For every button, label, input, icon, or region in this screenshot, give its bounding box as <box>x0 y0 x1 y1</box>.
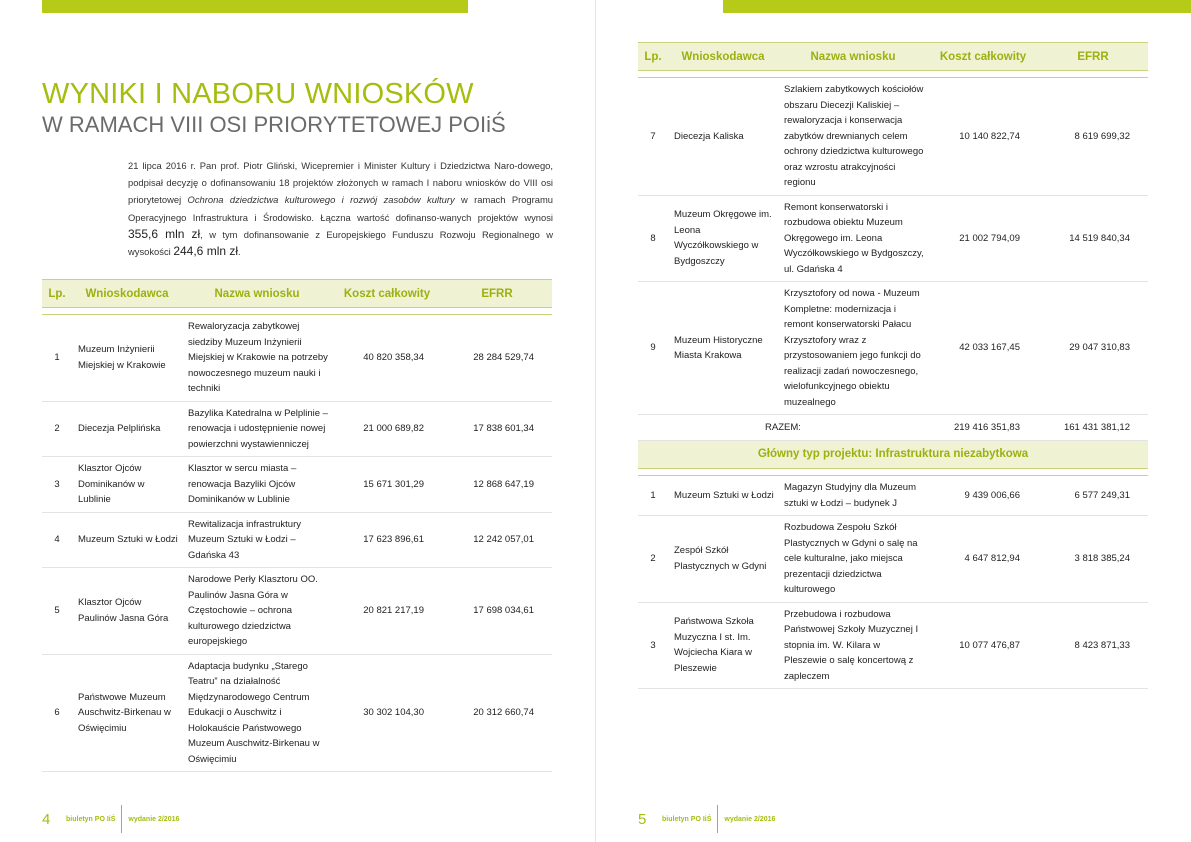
row-efrr: 28 284 529,74 <box>442 315 552 402</box>
row-applicant: Państwowe Muzeum Auschwitz-Birkenau w Oświęcimiu <box>72 654 182 772</box>
total-amount: 355,6 mln zł <box>128 226 201 241</box>
row-applicant: Państwowa Szkoła Muzyczna I st. Im. Wojciecha Kiara w Pleszewie <box>668 602 778 689</box>
footer-divider <box>121 805 122 833</box>
table-row <box>42 315 552 402</box>
sum-cost: 219 416 351,83 <box>928 415 1038 441</box>
top-accent-bar <box>723 0 1191 13</box>
header-efrr: EFRR <box>1038 43 1148 71</box>
row-number: 2 <box>42 401 72 457</box>
row-applicant: Diecezja Pelplińska <box>72 401 182 457</box>
intro-text-3: , w tym dofinansowanie z Europejskiego Funduszu Rozwoju Regionalnego w wysokości <box>128 228 554 258</box>
page-footer <box>42 808 179 830</box>
row-applicant: Klasztor Ojców Dominikanów w Lublinie <box>72 457 182 513</box>
row-number: 6 <box>42 654 72 772</box>
row-applicant: Zespół Szkół Plastycznych w Gdyni <box>668 516 778 603</box>
row-efrr: 12 242 057,01 <box>442 512 552 568</box>
intro-text-4: . <box>238 246 241 258</box>
row-applicant: Klasztor Ojców Paulinów Jasna Góra <box>72 568 182 655</box>
row-total-cost: 30 302 104,30 <box>332 654 442 772</box>
row-efrr: 29 047 310,83 <box>1038 282 1148 415</box>
row-number: 5 <box>42 568 72 655</box>
right-page <box>596 0 1191 842</box>
row-project-name: Adaptacja budynku „Starego Teatru” na działalność Międzynarodowego Centrum Edukacji o Auschwitz i Holokauście Państwowego Muzeum Auschwitz-Birkenau w Oświęcimiu <box>182 654 332 772</box>
row-total-cost: 20 821 217,19 <box>332 568 442 655</box>
edition-label: wydanie 2/2016 <box>724 815 776 823</box>
page-title: WYNIKI I NABORU WNIOSKÓW <box>42 78 474 110</box>
row-efrr: 14 519 840,34 <box>1038 195 1148 282</box>
sum-efrr: 161 431 381,12 <box>1038 415 1148 441</box>
row-number: 3 <box>638 602 668 689</box>
table-row <box>42 512 552 568</box>
table-row <box>638 476 1148 516</box>
results-table-right <box>638 42 1148 689</box>
left-page <box>0 0 595 842</box>
table-row <box>638 602 1148 689</box>
row-total-cost: 40 820 358,34 <box>332 315 442 402</box>
row-project-name: Remont konserwatorski i rozbudowa obiektu Muzeum Okręgowego im. Leona Wyczółkowskiego w Bydgoszczy, ul. Gdańska 4 <box>778 195 928 282</box>
page-number: 4 <box>42 810 51 828</box>
row-project-name: Klasztor w sercu miasta – renowacja Bazyliki Ojców Dominikanów w Lublinie <box>182 457 332 513</box>
row-number: 3 <box>42 457 72 513</box>
row-efrr: 8 423 871,33 <box>1038 602 1148 689</box>
intro-text-2: w ramach Programu Operacyjnego Infrastruktura i Środowisko. Łączna wartość dofinanso-wanych projektów wynosi <box>128 194 553 223</box>
row-efrr: 12 868 647,19 <box>442 457 552 513</box>
table-row <box>638 78 1148 196</box>
row-efrr: 17 698 034,61 <box>442 568 552 655</box>
header-efrr: EFRR <box>442 280 552 308</box>
header-project: Nazwa wniosku <box>182 280 332 308</box>
header-project: Nazwa wniosku <box>778 43 928 71</box>
row-applicant: Muzeum Historyczne Miasta Krakowa <box>668 282 778 415</box>
row-efrr: 20 312 660,74 <box>442 654 552 772</box>
header-lp: Lp. <box>42 280 72 308</box>
table-row <box>42 568 552 655</box>
row-total-cost: 9 439 006,66 <box>928 476 1038 516</box>
section-title: Główny typ projektu: Infrastruktura niezabytkowa <box>638 441 1148 469</box>
row-project-name: Magazyn Studyjny dla Muzeum sztuki w Łodzi – budynek J <box>778 476 928 516</box>
row-efrr: 8 619 699,32 <box>1038 78 1148 196</box>
row-number: 1 <box>638 476 668 516</box>
page-subtitle: W RAMACH VIII OSI PRIORYTETOWEJ POIiŚ <box>42 112 506 137</box>
page-number: 5 <box>638 810 647 828</box>
row-total-cost: 17 623 896,61 <box>332 512 442 568</box>
edition-label: wydanie 2/2016 <box>128 815 180 823</box>
row-number: 4 <box>42 512 72 568</box>
intro-italic: Ochrona dziedzictwa kulturowego i rozwój zasobów kultury <box>187 194 455 206</box>
bulletin-name: biuletyn PO IiŚ <box>662 815 712 823</box>
row-project-name: Przebudowa i rozbudowa Państwowej Szkoły Muzycznej I stopnia im. W. Kilara w Pleszewie o salę koncertową z zapleczem <box>778 602 928 689</box>
row-total-cost: 42 033 167,45 <box>928 282 1038 415</box>
results-table-left <box>42 279 552 772</box>
intro-paragraph <box>128 157 553 260</box>
row-number: 7 <box>638 78 668 196</box>
row-total-cost: 10 140 822,74 <box>928 78 1038 196</box>
header-applicant: Wnioskodawca <box>668 43 778 71</box>
row-applicant: Muzeum Sztuki w Łodzi <box>668 476 778 516</box>
table-row <box>42 401 552 457</box>
row-project-name: Bazylika Katedralna w Pelplinie – renowacja i udostępnienie nowej powierzchni wystawienniczej <box>182 401 332 457</box>
bulletin-name: biuletyn PO IiŚ <box>66 815 116 823</box>
row-applicant: Muzeum Inżynierii Miejskiej w Krakowie <box>72 315 182 402</box>
row-efrr: 6 577 249,31 <box>1038 476 1148 516</box>
row-project-name: Rozbudowa Zespołu Szkół Plastycznych w Gdyni o salę na cele kulturalne, jako miejsca prezentacji dziedzictwa kulturowego <box>778 516 928 603</box>
row-efrr: 3 818 385,24 <box>1038 516 1148 603</box>
header-lp: Lp. <box>638 43 668 71</box>
sum-row <box>638 415 1148 441</box>
table-header <box>638 43 1148 71</box>
row-total-cost: 10 077 476,87 <box>928 602 1038 689</box>
efrr-amount: 244,6 mln zł <box>173 244 239 259</box>
table-row <box>638 195 1148 282</box>
row-number: 2 <box>638 516 668 603</box>
row-project-name: Szlakiem zabytkowych kościołów obszaru Diecezji Kaliskiej – rewaloryzacja i konserwacja zabytków drewnianych celem ochrony dziedzictwa kulturowego oraz wzrostu atrakcyjności regionu <box>778 78 928 196</box>
row-total-cost: 21 000 689,82 <box>332 401 442 457</box>
row-applicant: Muzeum Okręgowe im. Leona Wyczółkowskiego w Bydgoszczy <box>668 195 778 282</box>
row-applicant: Muzeum Sztuki w Łodzi <box>72 512 182 568</box>
row-number: 9 <box>638 282 668 415</box>
section-header-row <box>638 441 1148 469</box>
row-project-name: Krzysztofory od nowa - Muzeum Kompletne: modernizacja i remont konserwatorski Pałacu Krzysztofory wraz z przystosowaniem jego funkcji do realizacji zadań nowoczesnego, wielofunkcyjnego obiektu muzealnego <box>778 282 928 415</box>
row-applicant: Diecezja Kaliska <box>668 78 778 196</box>
row-total-cost: 15 671 301,29 <box>332 457 442 513</box>
table-header <box>42 280 552 308</box>
sum-label: RAZEM: <box>638 415 928 441</box>
row-total-cost: 4 647 812,94 <box>928 516 1038 603</box>
row-number: 1 <box>42 315 72 402</box>
row-total-cost: 21 002 794,09 <box>928 195 1038 282</box>
intro-text-1: 21 lipca 2016 r. Pan prof. Piotr Gliński, Wicepremier i Minister Kultury i Dziedzictwa Naro-dowego, podpisał decyzję o dofinansowaniu 18 projektów złożonych w ramach I naboru wniosków do VIII osi priorytetowej <box>128 160 553 206</box>
page-footer <box>638 808 775 830</box>
footer-divider <box>717 805 718 833</box>
row-number: 8 <box>638 195 668 282</box>
table-row <box>638 282 1148 415</box>
row-efrr: 17 838 601,34 <box>442 401 552 457</box>
header-cost: Koszt całkowity <box>332 280 442 308</box>
header-applicant: Wnioskodawca <box>72 280 182 308</box>
top-accent-bar <box>42 0 468 13</box>
table-row <box>638 516 1148 603</box>
row-project-name: Narodowe Perły Klasztoru OO. Paulinów Jasna Góra w Częstochowie – ochrona kulturowego dziedzictwa europejskiego <box>182 568 332 655</box>
table-row <box>42 654 552 772</box>
row-project-name: Rewitalizacja infrastruktury Muzeum Sztuki w Łodzi – Gdańska 43 <box>182 512 332 568</box>
table-row <box>42 457 552 513</box>
row-project-name: Rewaloryzacja zabytkowej siedziby Muzeum Inżynierii Miejskiej w Krakowie na potrzeby nowoczesnego muzeum nauki i techniki <box>182 315 332 402</box>
header-cost: Koszt całkowity <box>928 43 1038 71</box>
